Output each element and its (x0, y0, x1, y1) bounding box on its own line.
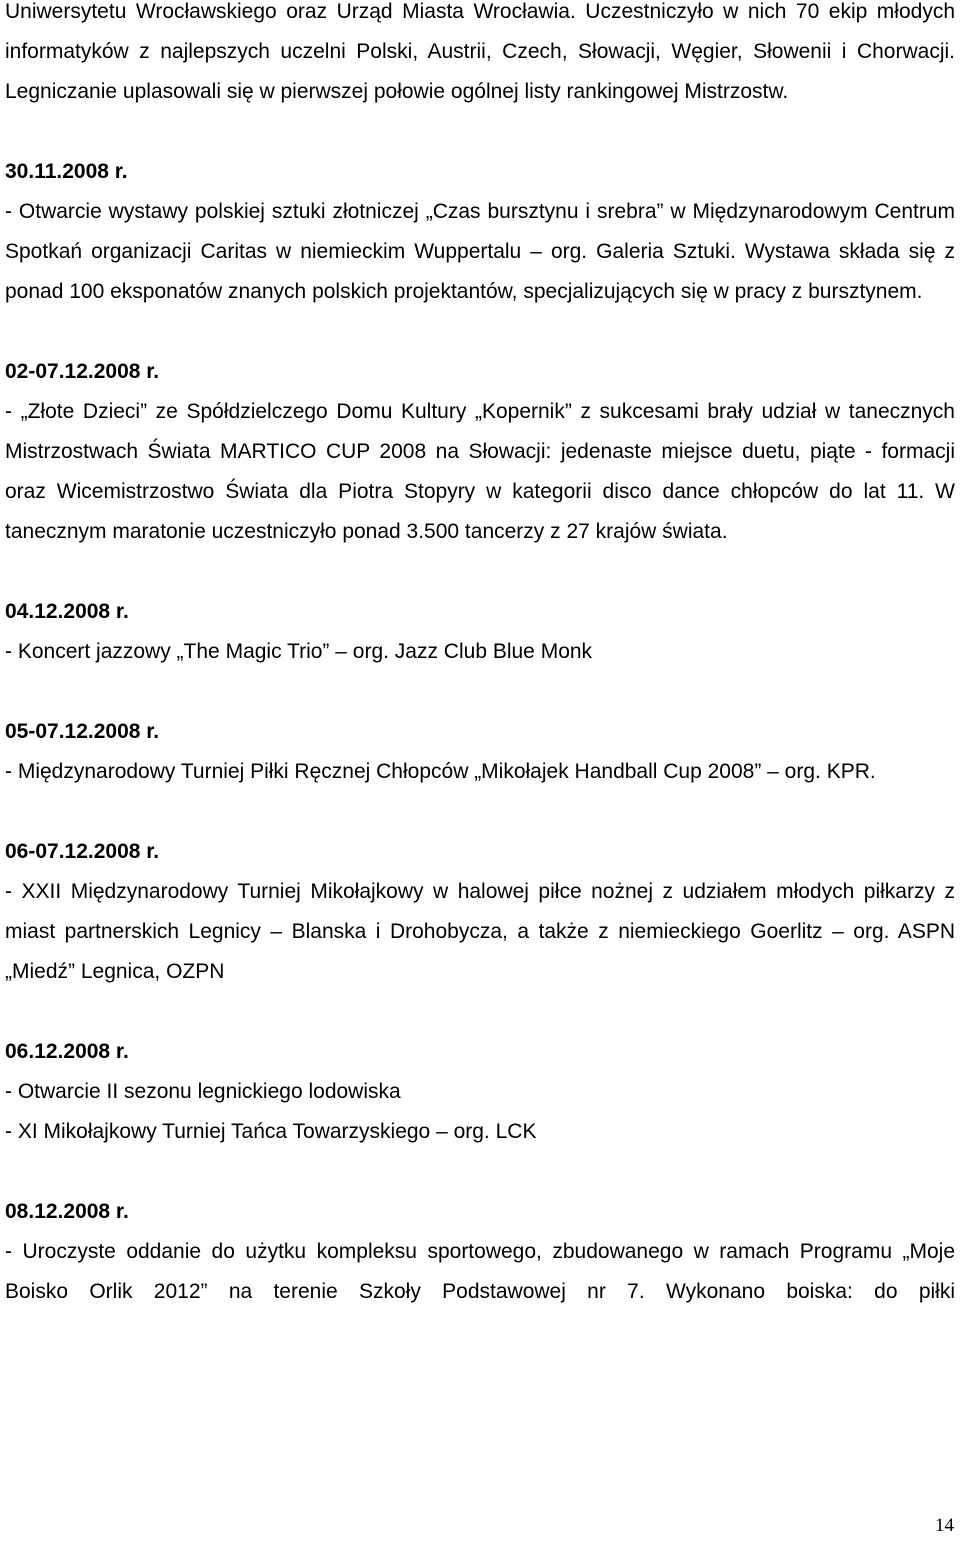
spacer (5, 992, 955, 1032)
spacer (5, 672, 955, 712)
entry-2008-11-30 (5, 152, 955, 312)
spacer (5, 1152, 955, 1192)
spacer (5, 552, 955, 592)
entry-date: 06-07.12.2008 r. (5, 840, 160, 863)
document-page (5, 0, 955, 1312)
entry-date: 02-07.12.2008 r. (5, 360, 160, 383)
entry-text: - XI Mikołajkowy Turniej Tańca Towarzyskiego – org. LCK (5, 1120, 537, 1143)
entry-date: 08.12.2008 r. (5, 1200, 129, 1223)
entry-text: - Koncert jazzowy „The Magic Trio” – org. Jazz Club Blue Monk (5, 640, 593, 663)
entry-2008-12-06-football (5, 832, 955, 992)
entry-2008-12-04 (5, 592, 955, 672)
entry-2008-12-02 (5, 352, 955, 552)
entry-date: 04.12.2008 r. (5, 600, 129, 623)
entry-date: 30.11.2008 r. (5, 160, 128, 183)
entry-text: - „Złote Dzieci” ze Spółdzielczego Domu Kultury „Kopernik” z sukcesami brały udział w tanecznych Mistrzostwach Świata MARTICO CUP 2008 na Słowacji: jedenaste miejsce duetu, piąte - formacji oraz Wicemistrzostwo Świata dla Piotra Stopyry w kategorii disco dance chłopców do lat 11. W tanecznym maratonie uczestniczyło ponad 3.500 tancerzy z 27 krajów świata. (5, 400, 955, 543)
entry-text: - Międzynarodowy Turniej Piłki Ręcznej Chłopców „Mikołajek Handball Cup 2008” – org. KPR. (5, 760, 876, 783)
entry-2008-12-08 (5, 1192, 955, 1312)
entry-text: - XXII Międzynarodowy Turniej Mikołajkowy w halowej piłce nożnej z udziałem młodych piłkarzy z miast partnerskich Legnicy – Blanska i Drohobycza, a także z niemieckiego Goerlitz – org. ASPN „Miedź” Legnica, OZPN (5, 880, 955, 983)
entry-text: - Uroczyste oddanie do użytku kompleksu sportowego, zbudowanego w ramach Programu „Moje Boisko Orlik 2012” na terenie Szkoły Podstawowej nr 7. Wykonano boiska: do piłki (5, 1240, 955, 1303)
spacer (5, 312, 955, 352)
intro-paragraph: Uniwersytetu Wrocławskiego oraz Urząd Miasta Wrocławia. Uczestniczyło w nich 70 ekip młodych informatyków z najlepszych uczelni Polski, Austrii, Czech, Słowacji, Węgier, Słowenii i Chorwacji. Legniczanie uplasowali się w pierwszej połowie ogólnej listy rankingowej Mistrzostw. (5, 0, 955, 103)
entry-2008-12-05 (5, 712, 955, 792)
entry-date: 06.12.2008 r. (5, 1040, 129, 1063)
entry-text: - Otwarcie wystawy polskiej sztuki złotniczej „Czas bursztynu i srebra” w Międzynarodowym Centrum Spotkań organizacji Caritas w niemieckim Wuppertalu – org. Galeria Sztuki. Wystawa składa się z ponad 100 eksponatów znanych polskich projektantów, specjalizujących się w pracy z bursztynem. (5, 200, 955, 303)
spacer (5, 792, 955, 832)
entry-2008-12-06 (5, 1032, 955, 1152)
page-number: 14 (935, 1515, 954, 1536)
entry-text: - Otwarcie II sezonu legnickiego lodowiska (5, 1080, 401, 1103)
spacer (5, 112, 955, 152)
entry-date: 05-07.12.2008 r. (5, 720, 160, 743)
